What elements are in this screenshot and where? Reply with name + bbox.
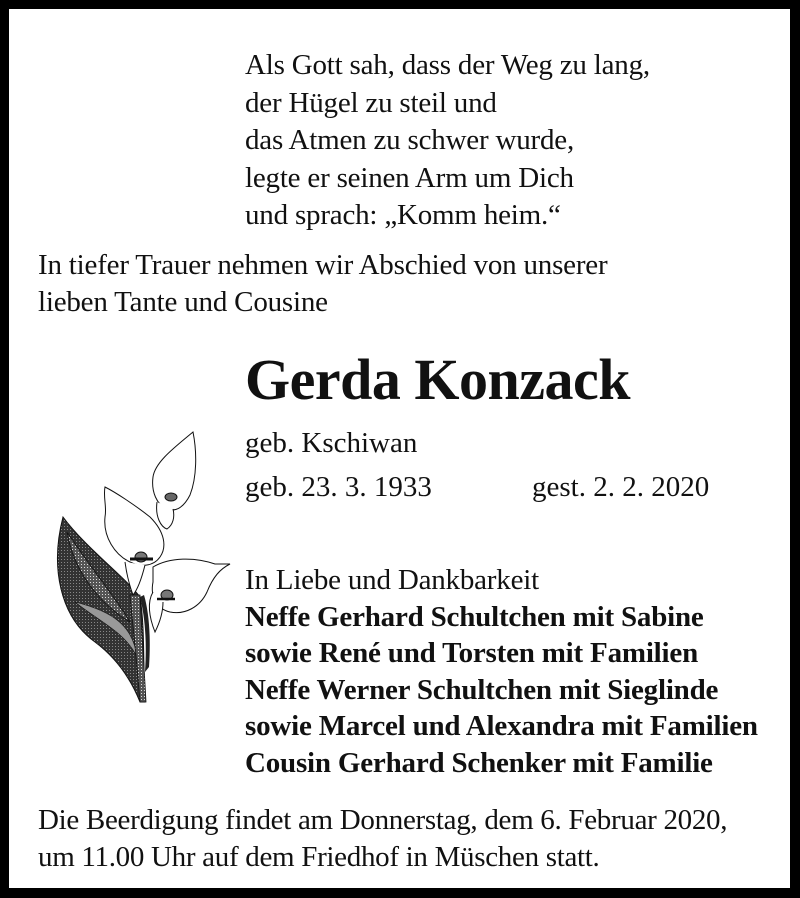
birth-date: geb. 23. 3. 1933 <box>245 471 432 503</box>
mourner-entry: Cousin Gerhard Schenker mit Familie <box>245 746 713 779</box>
intro-text <box>38 247 607 321</box>
maiden-name: geb. Kschiwan <box>245 427 418 459</box>
mourners-lead: In Liebe und Dankbarkeit <box>245 564 539 596</box>
mourners-list <box>245 562 758 781</box>
deceased-name: Gerda Konzack <box>245 347 630 412</box>
mourner-entry: Neffe Gerhard Schultchen mit Sabine <box>245 600 704 633</box>
intro-line: In tiefer Trauer nehmen wir Abschied von unserer <box>38 249 608 281</box>
poem-line: legte er seinen Arm um Dich <box>245 161 574 194</box>
poem-line: und sprach: „Komm heim.“ <box>245 199 561 231</box>
poem-line: das Atmen zu schwer wurde, <box>245 124 575 156</box>
poem-verse <box>245 47 650 235</box>
death-date: gest. 2. 2. 2020 <box>532 471 710 503</box>
intro-line: lieben Tante und Cousine <box>38 286 328 318</box>
funeral-line: um 11.00 Uhr auf dem Friedhof in Müschen statt. <box>38 841 600 873</box>
obituary-notice <box>9 9 790 888</box>
mourner-entry: sowie René und Torsten mit Familien <box>245 637 698 669</box>
poem-line: Als Gott sah, dass der Weg zu lang, <box>245 49 650 81</box>
calla-lily-flower-icon <box>45 417 235 707</box>
mourner-entry: Neffe Werner Schultchen mit Sieglinde <box>245 673 719 706</box>
funeral-line: Die Beerdigung findet am Donnerstag, dem 6. Februar 2020, <box>38 804 728 836</box>
poem-line: der Hügel zu steil und <box>245 86 497 119</box>
funeral-info <box>38 802 727 876</box>
mourner-entry: sowie Marcel und Alexandra mit Familien <box>245 710 758 742</box>
